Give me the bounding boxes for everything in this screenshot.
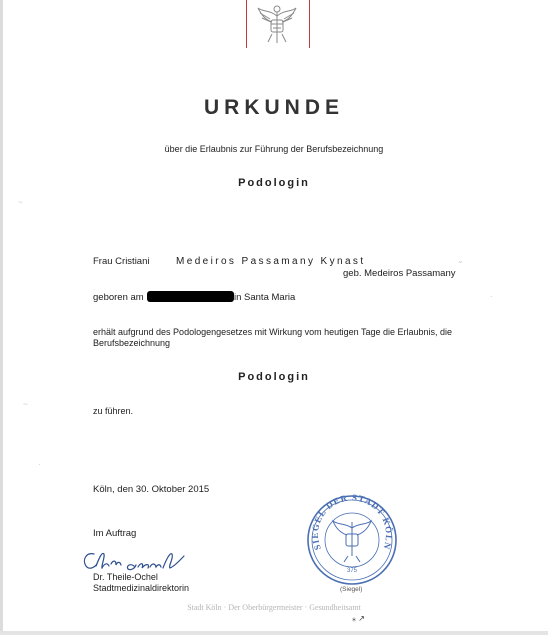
handwritten-mark: ⁎ ↗ — [352, 614, 365, 623]
birth-place: in Santa Maria — [234, 292, 296, 303]
scan-edge-bottom — [0, 631, 548, 635]
date-line: Köln, den 30. Oktober 2015 — [93, 484, 210, 495]
scan-speck: ⌄ — [457, 256, 464, 265]
city-seal-stamp — [306, 494, 398, 586]
redacted-birth-date — [147, 291, 234, 302]
signer-title: Stadtmedizinaldirektorin — [93, 583, 190, 593]
issuer-footer: Stadt Köln · Der Oberbürgermeister · Gesundheitsamt — [187, 603, 361, 612]
profession-title-top: Podologin — [238, 177, 310, 189]
holder-salutation: Frau Cristiani — [93, 256, 150, 267]
scan-speck: ~ — [23, 400, 28, 409]
seal-number: 375 — [346, 568, 358, 574]
im-auftrag-label: Im Auftrag — [93, 528, 137, 539]
holder-surname: Medeiros Passamany Kynast — [176, 256, 366, 267]
seal-ring-text: SIEGEL DER STADT KÖLN — [309, 494, 395, 552]
profession-title-bottom: Podologin — [238, 371, 310, 383]
body-text-line-1: erhält aufgrund des Podologengesetzes mit Wirkung vom heutigen Tage die Erlaubnis, die — [93, 327, 453, 337]
scan-speck: ~ — [18, 198, 23, 207]
document-subtitle: über die Erlaubnis zur Führung der Berufsbezeichnung — [164, 144, 384, 154]
body-text-line-2: Berufsbezeichnung — [93, 338, 171, 348]
holder-birth-name: geb. Medeiros Passamany — [343, 268, 456, 279]
signer-name: Dr. Theile-Ochel — [93, 572, 158, 582]
scan-speck: · — [38, 460, 41, 469]
scan-speck: · — [490, 292, 493, 301]
document-title: URKUNDE — [204, 96, 344, 119]
closing-text: zu führen. — [93, 406, 134, 416]
seal-caption: (Siegel) — [340, 586, 363, 593]
coat-of-arms-icon — [254, 0, 300, 46]
birth-label: geboren am — [93, 292, 144, 303]
